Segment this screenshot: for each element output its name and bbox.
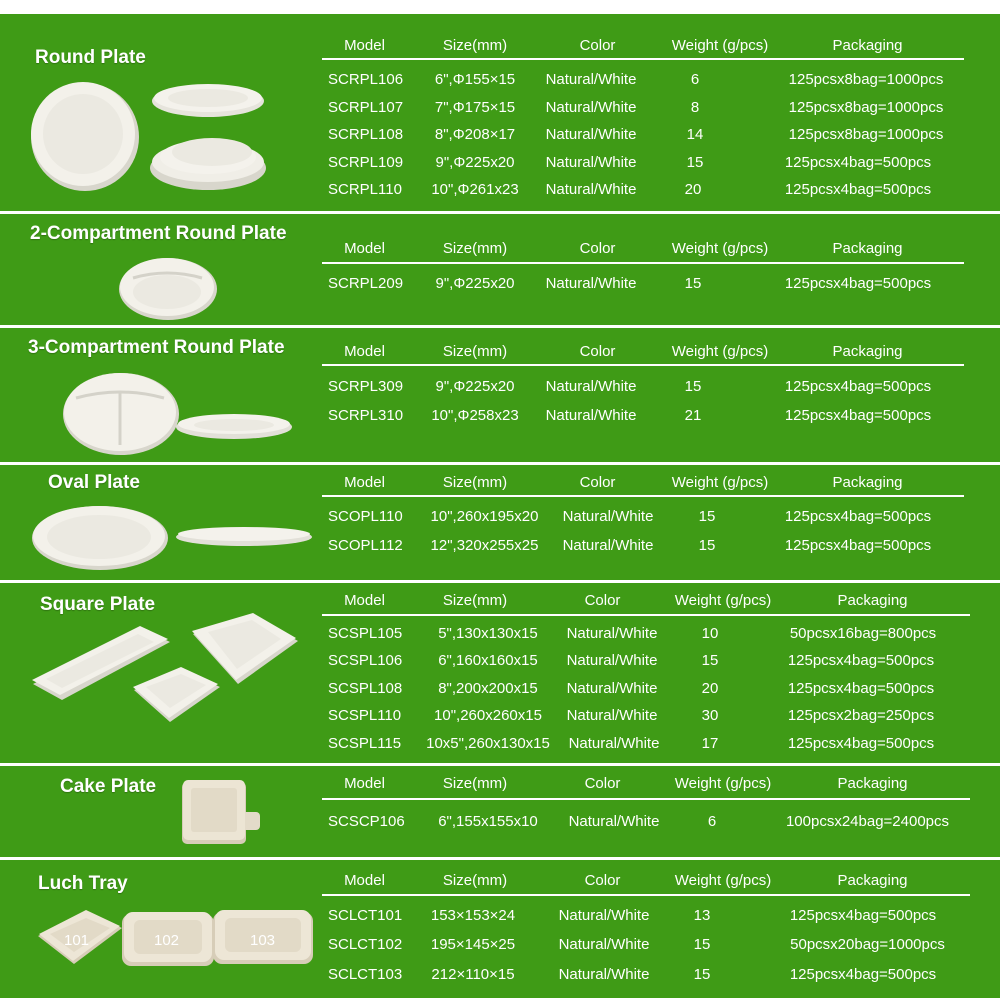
cell-weight: 21	[684, 407, 702, 424]
cell-model: SCSPL106	[328, 652, 403, 669]
cell-size: 10",Φ261x23	[431, 181, 519, 198]
cell-color: Natural/White	[558, 936, 650, 953]
cell-model: SCRPL108	[328, 126, 404, 143]
header-color: Color	[579, 343, 616, 360]
cell-weight: 14	[686, 126, 704, 143]
cell-packaging: 125pcsx4bag=500pcs	[787, 735, 935, 752]
header-size: Size(mm)	[442, 775, 508, 792]
cell-color: Natural/White	[566, 680, 658, 697]
cell-weight: 15	[698, 537, 716, 554]
cell-size: 212×110×15	[431, 966, 515, 983]
cell-size: 9",Φ225x20	[435, 154, 515, 171]
header-color: Color	[579, 474, 616, 491]
cell-model: SCRPL109	[328, 154, 404, 171]
header-color: Color	[584, 872, 621, 889]
3-compartment-plate-image	[62, 370, 297, 455]
header-packaging: Packaging	[832, 37, 903, 54]
round-plate-image	[30, 80, 270, 195]
section-divider	[0, 857, 1000, 860]
cell-packaging: 50pcsx16bag=800pcs	[789, 625, 937, 642]
cell-model: SCSCP106	[328, 813, 405, 830]
cell-packaging: 125pcsx2bag=250pcs	[787, 707, 935, 724]
cell-color: Natural/White	[566, 625, 658, 642]
cell-packaging: 125pcsx4bag=500pcs	[784, 181, 932, 198]
cell-model: SCSPL115	[328, 735, 402, 752]
cell-packaging: 125pcsx4bag=500pcs	[784, 154, 932, 171]
cell-color: Natural/White	[558, 966, 650, 983]
cell-size: 8",200x200x15	[438, 680, 538, 697]
tray-label-101: 101	[64, 932, 90, 949]
cell-size: 12",320x255x25	[430, 537, 539, 554]
cell-model: SCRPL110	[328, 181, 402, 198]
cell-model: SCSPL105	[328, 625, 403, 642]
header-packaging: Packaging	[837, 775, 908, 792]
cell-weight: 6	[707, 813, 717, 830]
cell-size: 8",Φ208×17	[434, 126, 516, 143]
cell-color: Natural/White	[545, 71, 637, 88]
cell-packaging: 50pcsx20bag=1000pcs	[790, 936, 945, 953]
cell-weight: 30	[701, 707, 719, 724]
tray-label-102: 102	[154, 932, 180, 949]
cell-color: Natural/White	[568, 813, 660, 830]
cell-color: Natural/White	[545, 181, 637, 198]
header-underline	[322, 798, 970, 800]
header-weight: Weight (g/pcs)	[674, 592, 772, 609]
cell-packaging: 125pcsx4bag=500pcs	[789, 966, 937, 983]
header-color: Color	[579, 37, 616, 54]
cell-packaging: 125pcsx8bag=1000pcs	[788, 126, 944, 143]
cell-weight: 15	[693, 936, 711, 953]
header-packaging: Packaging	[832, 343, 903, 360]
header-packaging: Packaging	[832, 240, 903, 257]
header-model: Model	[344, 474, 385, 491]
cell-packaging: 125pcsx4bag=500pcs	[784, 407, 932, 424]
header-weight: Weight (g/pcs)	[671, 474, 769, 491]
header-underline	[322, 495, 964, 497]
cell-size: 5",130x130x15	[438, 625, 538, 642]
cell-size: 9",Φ225x20	[435, 275, 515, 292]
cell-packaging: 125pcsx4bag=500pcs	[789, 907, 937, 924]
cell-weight: 13	[693, 907, 711, 924]
cell-weight: 8	[690, 99, 700, 116]
header-underline	[322, 262, 964, 264]
section-divider	[0, 462, 1000, 465]
header-model: Model	[344, 240, 385, 257]
section-title-lunch-tray: Luch Tray	[38, 873, 128, 894]
cell-color: Natural/White	[545, 99, 637, 116]
cell-packaging: 100pcsx24bag=2400pcs	[785, 813, 950, 830]
cell-size: 10",260x260x15	[434, 707, 542, 724]
header-packaging: Packaging	[837, 592, 908, 609]
header-model: Model	[344, 872, 385, 889]
lunch-tray-image	[36, 908, 316, 970]
cell-size: 6",160x160x15	[438, 652, 538, 669]
header-weight: Weight (g/pcs)	[674, 775, 772, 792]
header-color: Color	[579, 240, 616, 257]
cell-packaging: 125pcsx4bag=500pcs	[787, 680, 935, 697]
header-color: Color	[584, 592, 621, 609]
cell-packaging: 125pcsx4bag=500pcs	[784, 378, 932, 395]
cell-color: Natural/White	[562, 537, 654, 554]
cell-size: 6",155x155x10	[438, 813, 538, 830]
cell-weight: 15	[693, 966, 711, 983]
cell-model: SCLCT103	[328, 966, 403, 983]
cell-model: SCRPL107	[328, 99, 404, 116]
header-weight: Weight (g/pcs)	[674, 872, 772, 889]
cell-size: 10",Φ258x23	[431, 407, 519, 424]
cell-packaging: 125pcsx4bag=500pcs	[787, 652, 935, 669]
cell-color: Natural/White	[545, 275, 637, 292]
section-divider	[0, 325, 1000, 328]
cell-model: SCRPL106	[328, 71, 404, 88]
cell-size: 9",Φ225x20	[435, 378, 515, 395]
cell-model: SCSPL110	[328, 707, 402, 724]
section-divider	[0, 211, 1000, 214]
section-title-2-compartment: 2-Compartment Round Plate	[30, 223, 287, 244]
cell-model: SCLCT102	[328, 936, 403, 953]
header-size: Size(mm)	[442, 240, 508, 257]
cell-color: Natural/White	[566, 707, 658, 724]
cell-size: 10x5",260x130x15	[426, 735, 550, 752]
header-color: Color	[584, 775, 621, 792]
cell-size: 6",Φ155×15	[434, 71, 516, 88]
cell-weight: 17	[701, 735, 719, 752]
header-model: Model	[344, 592, 385, 609]
cell-model: SCRPL309	[328, 378, 404, 395]
header-weight: Weight (g/pcs)	[671, 37, 769, 54]
section-title-3-compartment: 3-Compartment Round Plate	[28, 337, 285, 358]
header-weight: Weight (g/pcs)	[671, 343, 769, 360]
header-model: Model	[344, 37, 385, 54]
cell-model: SCRPL310	[328, 407, 404, 424]
cell-weight: 15	[701, 652, 719, 669]
cell-weight: 15	[684, 275, 702, 292]
cell-model: SCRPL209	[328, 275, 404, 292]
section-divider	[0, 580, 1000, 583]
cell-size: 153×153×24	[430, 907, 516, 924]
header-size: Size(mm)	[442, 592, 508, 609]
cell-packaging: 125pcsx4bag=500pcs	[784, 537, 932, 554]
cell-weight: 20	[684, 181, 702, 198]
header-underline	[322, 614, 970, 616]
section-divider	[0, 763, 1000, 766]
cell-color: Natural/White	[562, 508, 654, 525]
cell-weight: 20	[701, 680, 719, 697]
header-weight: Weight (g/pcs)	[671, 240, 769, 257]
section-title-cake-plate: Cake Plate	[60, 776, 157, 797]
header-underline	[322, 58, 964, 60]
header-size: Size(mm)	[442, 872, 508, 889]
cell-model: SCOPL110	[328, 508, 403, 525]
header-size: Size(mm)	[442, 37, 508, 54]
header-underline	[322, 364, 964, 366]
header-packaging: Packaging	[832, 474, 903, 491]
cake-plate-image	[180, 778, 265, 848]
cell-weight: 15	[684, 378, 702, 395]
header-size: Size(mm)	[442, 474, 508, 491]
cell-color: Natural/White	[545, 378, 637, 395]
cell-color: Natural/White	[558, 907, 650, 924]
header-underline	[322, 894, 970, 896]
cell-color: Natural/White	[568, 735, 660, 752]
tray-label-103: 103	[250, 932, 276, 949]
cell-color: Natural/White	[545, 126, 637, 143]
cell-size: 10",260x195x20	[430, 508, 539, 525]
oval-plate-image	[32, 505, 317, 571]
header-size: Size(mm)	[442, 343, 508, 360]
cell-color: Natural/White	[545, 154, 637, 171]
cell-color: Natural/White	[566, 652, 658, 669]
cell-model: SCOPL112	[328, 537, 403, 554]
cell-packaging: 125pcsx8bag=1000pcs	[788, 71, 944, 88]
cell-packaging: 125pcsx4bag=500pcs	[784, 508, 932, 525]
cell-packaging: 125pcsx4bag=500pcs	[784, 275, 932, 292]
section-title-round-plate: Round Plate	[35, 47, 146, 68]
cell-model: SCLCT101	[328, 907, 403, 924]
section-title-oval-plate: Oval Plate	[48, 472, 140, 493]
cell-weight: 6	[690, 71, 700, 88]
cell-size: 7",Φ175×15	[434, 99, 516, 116]
cell-size: 195×145×25	[430, 936, 516, 953]
header-model: Model	[344, 775, 385, 792]
section-title-square-plate: Square Plate	[40, 594, 156, 615]
cell-weight: 15	[686, 154, 704, 171]
cell-weight: 15	[698, 508, 716, 525]
cell-weight: 10	[701, 625, 719, 642]
header-model: Model	[344, 343, 385, 360]
header-packaging: Packaging	[837, 872, 908, 889]
cell-model: SCSPL108	[328, 680, 403, 697]
2-compartment-plate-image	[118, 256, 218, 320]
square-plate-image	[30, 612, 305, 742]
cell-packaging: 125pcsx8bag=1000pcs	[788, 99, 944, 116]
cell-color: Natural/White	[545, 407, 637, 424]
